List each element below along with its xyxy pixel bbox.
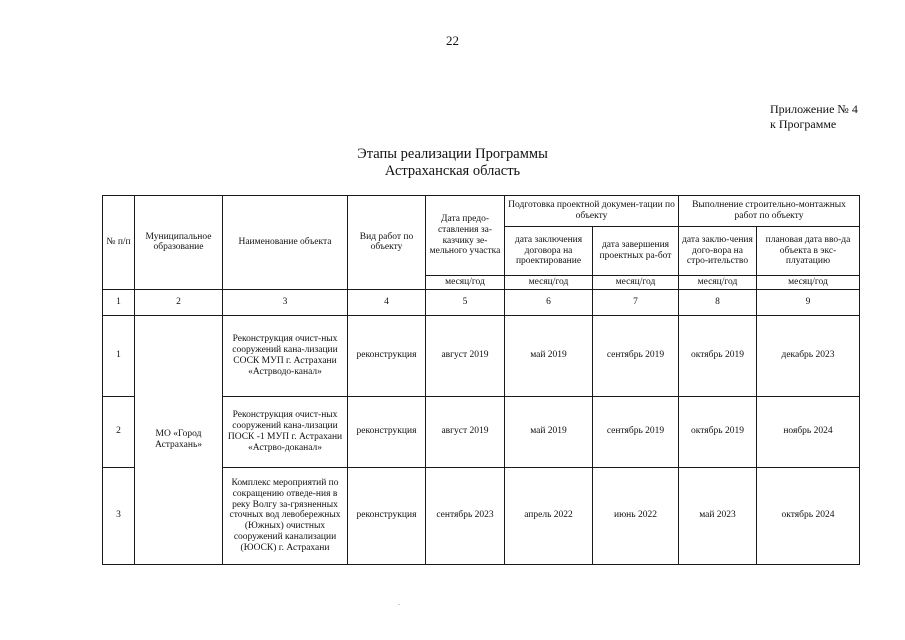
design-contract-date: май 2019: [505, 315, 593, 396]
header-object-name: Наименование объекта: [223, 196, 348, 290]
object-name: Реконструкция очист-ных сооружений кана-лизации ПОСК -1 МУП г. Астрахани «Астрво-доканал»: [223, 396, 348, 467]
appendix-reference: [770, 102, 858, 132]
row-number: 3: [103, 467, 135, 564]
work-type: реконструкция: [348, 467, 426, 564]
header-design-contract: дата заключения договора на проектирование: [505, 227, 593, 276]
footer-mark: .: [398, 598, 400, 607]
column-number: 6: [505, 289, 593, 315]
column-number: 7: [593, 289, 679, 315]
construction-contract-date: октябрь 2019: [679, 315, 757, 396]
title-line-1: Этапы реализации Программы: [357, 146, 548, 162]
column-number: 8: [679, 289, 757, 315]
title-line-2: Астраханская область: [384, 163, 521, 179]
stages-table: [102, 195, 860, 565]
row-number: 2: [103, 396, 135, 467]
header-land-date: Дата предо-ставления за-казчику зе-мельного участка: [426, 196, 505, 276]
row-number: 1: [103, 315, 135, 396]
work-type: реконструкция: [348, 396, 426, 467]
header-design-complete: дата завершения проектных ра-бот: [593, 227, 679, 276]
header-construction-group: Выполнение строительно-монтажных работ по объекту: [679, 196, 860, 227]
header-municipality: Муниципальное образование: [135, 196, 223, 290]
unit-land-date: месяц/год: [426, 276, 505, 290]
header-work-type: Вид работ по объекту: [348, 196, 426, 290]
header-num: № п/п: [103, 196, 135, 290]
design-contract-date: апрель 2022: [505, 467, 593, 564]
commissioning-date: октябрь 2024: [757, 467, 860, 564]
unit-commissioning: месяц/год: [757, 276, 860, 290]
construction-contract-date: октябрь 2019: [679, 396, 757, 467]
work-type: реконструкция: [348, 315, 426, 396]
appendix-number: Приложение № 4: [770, 102, 858, 116]
table-row: [103, 315, 860, 396]
municipality-cell: МО «Город Астрахань»: [135, 315, 223, 564]
column-number: 5: [426, 289, 505, 315]
object-name: Комплекс мероприятий по сокращению отведе-ния в реку Волгу за-грязненных сточных вод левобережных (Южных) очистных сооружений канализации (ЮОСК) г. Астрахани: [223, 467, 348, 564]
column-number: 3: [223, 289, 348, 315]
header-design-group: Подготовка проектной докумен-тации по объекту: [505, 196, 679, 227]
object-name: Реконструкция очист-ных сооружений кана-лизации СОСК МУП г. Астрахани «Астрводо-канал»: [223, 315, 348, 396]
design-complete-date: июнь 2022: [593, 467, 679, 564]
column-number: 9: [757, 289, 860, 315]
page-number: 22: [446, 33, 459, 48]
design-complete-date: сентябрь 2019: [593, 396, 679, 467]
construction-contract-date: май 2023: [679, 467, 757, 564]
appendix-program: к Программе: [770, 117, 837, 131]
land-date: август 2019: [426, 315, 505, 396]
column-numbers-row: [103, 289, 860, 315]
column-number: 4: [348, 289, 426, 315]
header-row-1: [103, 196, 860, 227]
land-date: сентябрь 2023: [426, 467, 505, 564]
unit-construction-contract: месяц/год: [679, 276, 757, 290]
unit-design-complete: месяц/год: [593, 276, 679, 290]
column-number: 1: [103, 289, 135, 315]
header-construction-contract: дата заклю-чения дого-вора на стро-ительство: [679, 227, 757, 276]
header-commissioning: плановая дата вво-да объекта в экс-плуатацию: [757, 227, 860, 276]
commissioning-date: декабрь 2023: [757, 315, 860, 396]
unit-design-contract: месяц/год: [505, 276, 593, 290]
commissioning-date: ноябрь 2024: [757, 396, 860, 467]
document-title: [0, 146, 905, 180]
column-number: 2: [135, 289, 223, 315]
design-complete-date: сентябрь 2019: [593, 315, 679, 396]
land-date: август 2019: [426, 396, 505, 467]
design-contract-date: май 2019: [505, 396, 593, 467]
